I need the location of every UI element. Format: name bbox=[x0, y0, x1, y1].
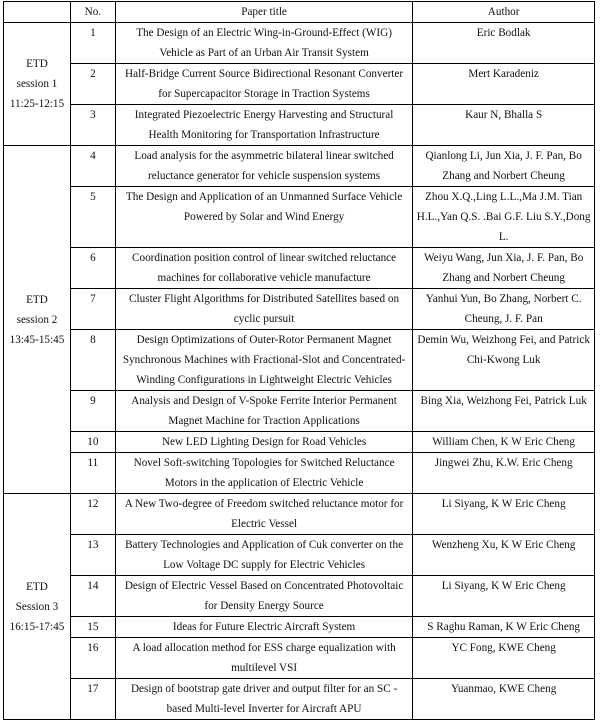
paper-author: Wenzheng Xu, K W Eric Cheng bbox=[413, 535, 595, 576]
table-row bbox=[4, 617, 595, 638]
paper-author: S Raghu Raman, K W Eric Cheng bbox=[413, 617, 595, 638]
paper-author: William Chen, K W Eric Cheng bbox=[413, 432, 595, 453]
paper-author: Li Siyang, K W Eric Cheng bbox=[413, 494, 595, 535]
paper-title: Coordination position control of linear switched reluctance machines for collaborative vehicle manufacture bbox=[115, 248, 412, 289]
table-row bbox=[4, 494, 595, 535]
paper-author: Bing Xia, Weizhong Fei, Patrick Luk bbox=[413, 391, 595, 432]
session-3-cell bbox=[4, 494, 71, 720]
paper-no: 2 bbox=[70, 64, 115, 105]
paper-title: The Design of an Electric Wing-in-Ground-Effect (WIG) Vehicle as Part of an Urban Air Transit System bbox=[115, 23, 412, 64]
paper-author: Weiyu Wang, Jun Xia, J. F. Pan, Bo Zhang and Norbert Cheung bbox=[413, 248, 595, 289]
paper-no: 10 bbox=[70, 432, 115, 453]
table-row bbox=[4, 187, 595, 248]
paper-no: 6 bbox=[70, 248, 115, 289]
table-row bbox=[4, 391, 595, 432]
paper-no: 13 bbox=[70, 535, 115, 576]
table-row bbox=[4, 105, 595, 146]
paper-title: Half-Bridge Current Source Bidirectional Resonant Converter for Supercapacitor Storage in Traction Systems bbox=[115, 64, 412, 105]
session-name: ETD bbox=[26, 293, 48, 306]
table-row bbox=[4, 146, 595, 187]
paper-author: Jingwei Zhu, K.W. Eric Cheng bbox=[413, 453, 595, 494]
paper-no: 8 bbox=[70, 330, 115, 391]
table-row bbox=[4, 64, 595, 105]
paper-title: Cluster Flight Algorithms for Distributed Satellites based on cyclic pursuit bbox=[115, 289, 412, 330]
paper-title: Load analysis for the asymmetric bilateral linear switched reluctance generator for vehicle suspension systems bbox=[115, 146, 412, 187]
paper-no: 12 bbox=[70, 494, 115, 535]
session-1-cell bbox=[4, 23, 71, 146]
paper-title: Analysis and Design of V-Spoke Ferrite Interior Permanent Magnet Machine for Traction Applications bbox=[115, 391, 412, 432]
table-row bbox=[4, 289, 595, 330]
paper-title: The Design and Application of an Unmanned Surface Vehicle Powered by Solar and Wind Energy bbox=[115, 187, 412, 248]
paper-no: 7 bbox=[70, 289, 115, 330]
paper-title: Ideas for Future Electric Aircraft System bbox=[115, 617, 412, 638]
paper-no: 9 bbox=[70, 391, 115, 432]
paper-title: Design of Electric Vessel Based on Concentrated Photovoltaic for Density Energy Source bbox=[115, 576, 412, 617]
paper-author: Demin Wu, Weizhong Fei, and Patrick Chi-Kwong Luk bbox=[413, 330, 595, 391]
paper-no: 11 bbox=[70, 453, 115, 494]
paper-no: 5 bbox=[70, 187, 115, 248]
session-label: session 2 bbox=[16, 313, 58, 326]
paper-no: 3 bbox=[70, 105, 115, 146]
paper-author: YC Fong, KWE Cheng bbox=[413, 638, 595, 679]
paper-author: Li Siyang, K W Eric Cheng bbox=[413, 576, 595, 617]
paper-title: New LED Lighting Design for Road Vehicles bbox=[115, 432, 412, 453]
paper-no: 4 bbox=[70, 146, 115, 187]
paper-author: Zhou X.Q.,Ling L.L.,Ma J.M. Tian H.L.,Yan Q.S. .Bai G.F. Liu S.Y.,Dong L. bbox=[413, 187, 595, 248]
paper-title: Design Optimizations of Outer-Rotor Permanent Magnet Synchronous Machines with Fractional-Slot and Concentrated-Winding Configurations in Lightweight Electric Vehicles bbox=[115, 330, 412, 391]
header-no: No. bbox=[70, 2, 115, 23]
paper-no: 1 bbox=[70, 23, 115, 64]
paper-title: Integrated Piezoelectric Energy Harvesting and Structural Health Monitoring for Transportation Infrastructure bbox=[115, 105, 412, 146]
table-row bbox=[4, 248, 595, 289]
paper-author: Mert Karadeniz bbox=[413, 64, 595, 105]
table-header-row bbox=[4, 2, 595, 23]
table-row bbox=[4, 23, 595, 64]
table-row bbox=[4, 576, 595, 617]
table-row bbox=[4, 432, 595, 453]
table-row bbox=[4, 638, 595, 679]
session-time: 11:25-12:15 bbox=[9, 98, 65, 110]
table-row bbox=[4, 535, 595, 576]
session-time: 16:15-17:45 bbox=[9, 620, 65, 633]
paper-author: Kaur N, Bhalla S bbox=[413, 105, 595, 146]
session-schedule-table bbox=[3, 1, 595, 720]
paper-no: 16 bbox=[70, 638, 115, 679]
paper-no: 14 bbox=[70, 576, 115, 617]
paper-no: 17 bbox=[70, 679, 115, 720]
paper-title: A load allocation method for ESS charge equalization with multilevel VSI bbox=[115, 638, 412, 679]
paper-title: Novel Soft-switching Topologies for Switched Reluctance Motors in the application of Electric Vehicle bbox=[115, 453, 412, 494]
paper-author: Yuanmao, KWE Cheng bbox=[413, 679, 595, 720]
session-time: 13:45-15:45 bbox=[9, 333, 65, 346]
table-row bbox=[4, 330, 595, 391]
header-author: Author bbox=[413, 2, 595, 23]
session-name: ETD bbox=[26, 580, 48, 593]
table-row bbox=[4, 679, 595, 720]
paper-no: 15 bbox=[70, 617, 115, 638]
session-label: Session 3 bbox=[15, 600, 59, 613]
session-name: ETD bbox=[26, 58, 48, 70]
header-session bbox=[4, 2, 71, 23]
paper-title: Battery Technologies and Application of Cuk converter on the Low Voltage DC supply for Electric Vehicles bbox=[115, 535, 412, 576]
header-title: Paper title bbox=[115, 2, 412, 23]
paper-author: Qianlong Li, Jun Xia, J. F. Pan, Bo Zhang and Norbert Cheung bbox=[413, 146, 595, 187]
paper-title: Design of bootstrap gate driver and output filter for an SC - based Multi-level Inverter for Aircraft APU bbox=[115, 679, 412, 720]
session-label: session 1 bbox=[16, 78, 58, 90]
session-2-cell bbox=[4, 146, 71, 494]
paper-title: A New Two-degree of Freedom switched reluctance motor for Electric Vessel bbox=[115, 494, 412, 535]
paper-author: Yanhui Yun, Bo Zhang, Norbert C. Cheung, J. F. Pan bbox=[413, 289, 595, 330]
paper-author: Eric Bodlak bbox=[413, 23, 595, 64]
table-row bbox=[4, 453, 595, 494]
